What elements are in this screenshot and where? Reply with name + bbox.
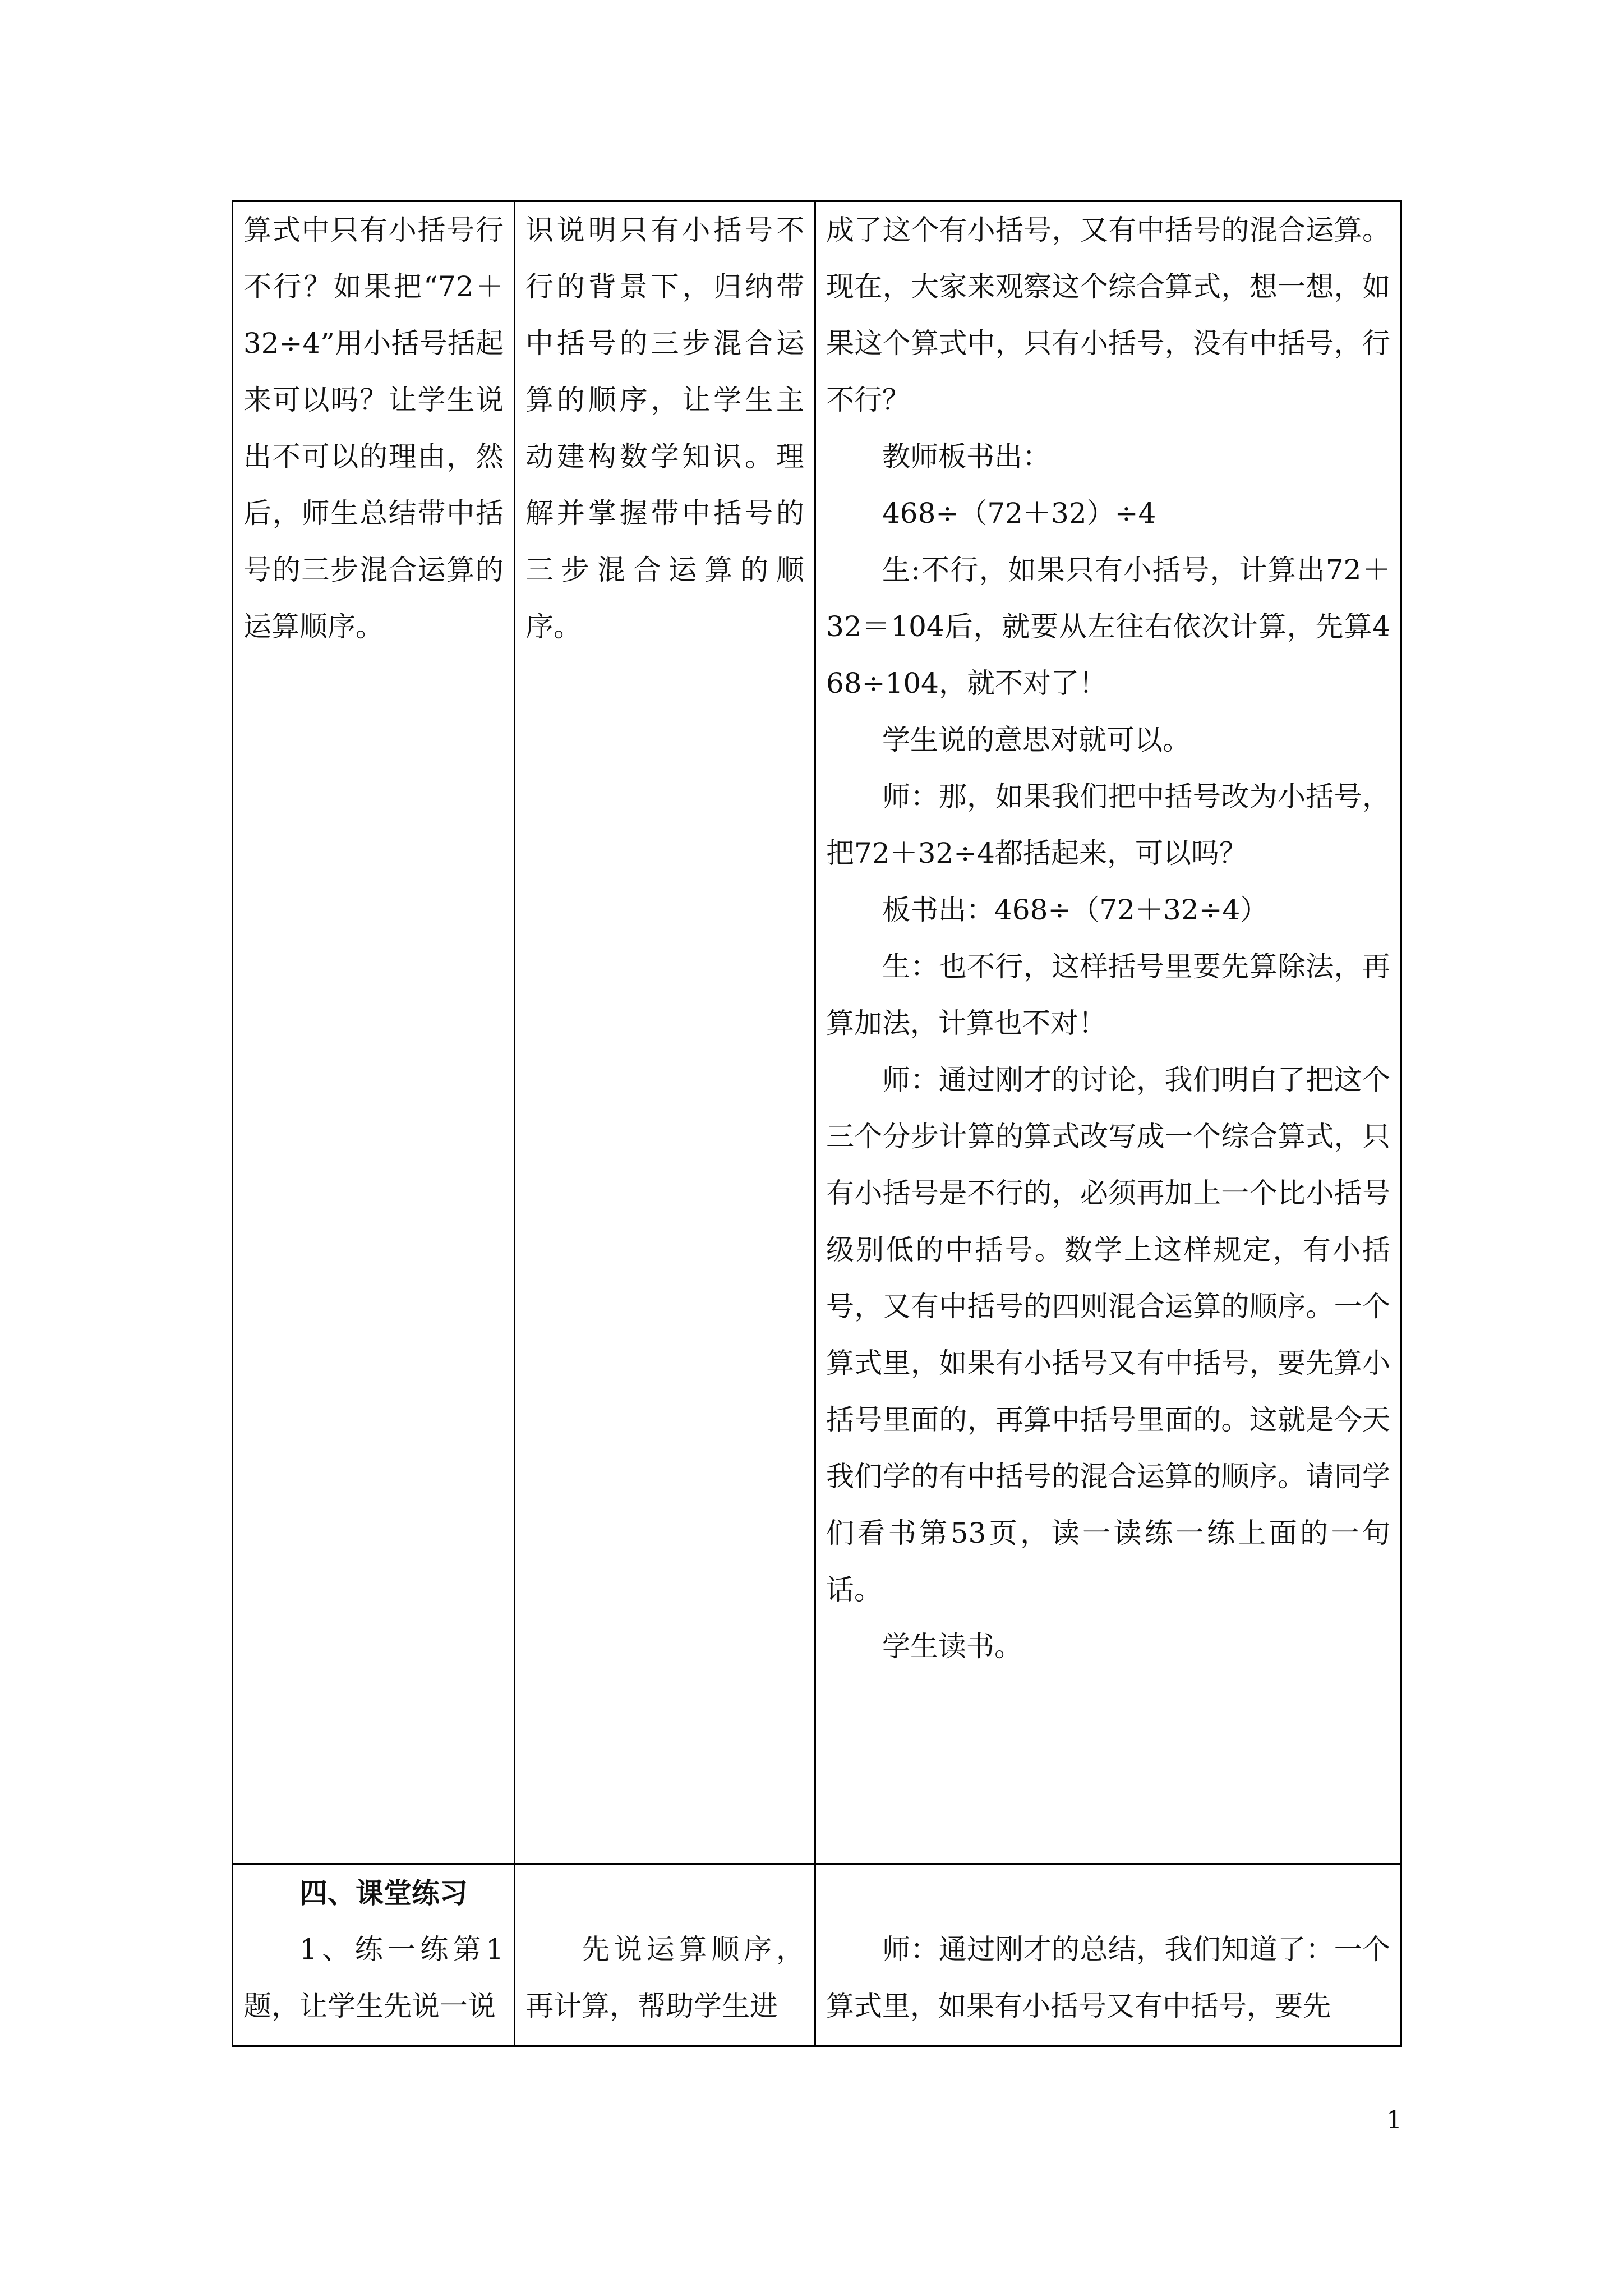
section-heading: 四、课堂练习 <box>299 1876 468 1910</box>
formula: 468÷（72＋32）÷4 <box>882 497 1156 530</box>
paragraph: 生:不行，如果只有小括号，计算出72＋32＝104后，就要从左往右依次计算，先算468÷104，就不对了！ <box>826 554 1390 700</box>
cell-text: 先说运算顺序，再计算，帮助学生进 <box>525 1933 804 2022</box>
teaching-process-cell <box>233 201 515 1864</box>
paragraph: 师：通过刚才的讨论，我们明白了把这个三个分步计算的算式改写成一个综合算式，只有小括号是不行的，必须再加上一个比小括号级别低的中括号。数学上这样规定，有小括号，又有中括号的四则混合运算的顺序。一个算式里，如果有小括号又有中括号，要先算小括号里面的，再算中括号里面的。这就是今天我们学的有中括号的混合运算的顺序。请同学们看书第53页，读一读练一练上面的一句话。 <box>826 1064 1390 1606</box>
paragraph: 师：通过刚才的总结，我们知道了：一个算式里，如果有小括号又有中括号，要先 <box>826 1933 1390 2022</box>
lesson-plan-table <box>232 200 1402 2047</box>
teaching-process-cell <box>233 1864 515 2046</box>
paragraph: 教师板书出： <box>882 440 1050 473</box>
classroom-dialogue-cell <box>815 201 1401 1864</box>
paragraph: 学生说的意思对就可以。 <box>882 724 1191 756</box>
design-intent-cell <box>515 1864 815 2046</box>
spacer <box>826 1865 1390 1921</box>
design-intent-cell <box>515 201 815 1864</box>
table-row <box>233 1864 1401 2046</box>
paragraph: 师：那，如果我们把中括号改为小括号，把72＋32÷4都括起来，可以吗？ <box>826 780 1390 869</box>
formula: 板书出：468÷（72＋32÷4） <box>882 894 1269 926</box>
cell-text: 算式中只有小括号行不行？如果把“72＋32÷4”用小括号括起来可以吗？让学生说出不可以的理由，然后，师生总结带中括号的三步混合运算的运算顺序。 <box>243 214 504 643</box>
classroom-dialogue-cell <box>815 1864 1401 2046</box>
paragraph: 生：也不行，这样括号里要先算除法，再算加法，计算也不对！ <box>826 950 1390 1039</box>
cell-text: 1、练一练第1题，让学生先说一说 <box>243 1933 504 2022</box>
table-row <box>233 201 1401 1864</box>
paragraph: 成了这个有小括号，又有中括号的混合运算。现在，大家来观察这个综合算式，想一想，如果这个算式中，只有小括号，没有中括号，行不行？ <box>826 214 1390 416</box>
paragraph: 学生读书。 <box>882 1630 1022 1663</box>
page-number: 1 <box>1386 2106 1402 2134</box>
cell-text: 识说明只有小括号不行的背景下，归纳带中括号的三步混合运算的顺序，让学生主动建构数学知识。理解并掌握带中括号的三步混合运算的顺序。 <box>525 214 804 643</box>
spacer <box>525 1865 804 1921</box>
